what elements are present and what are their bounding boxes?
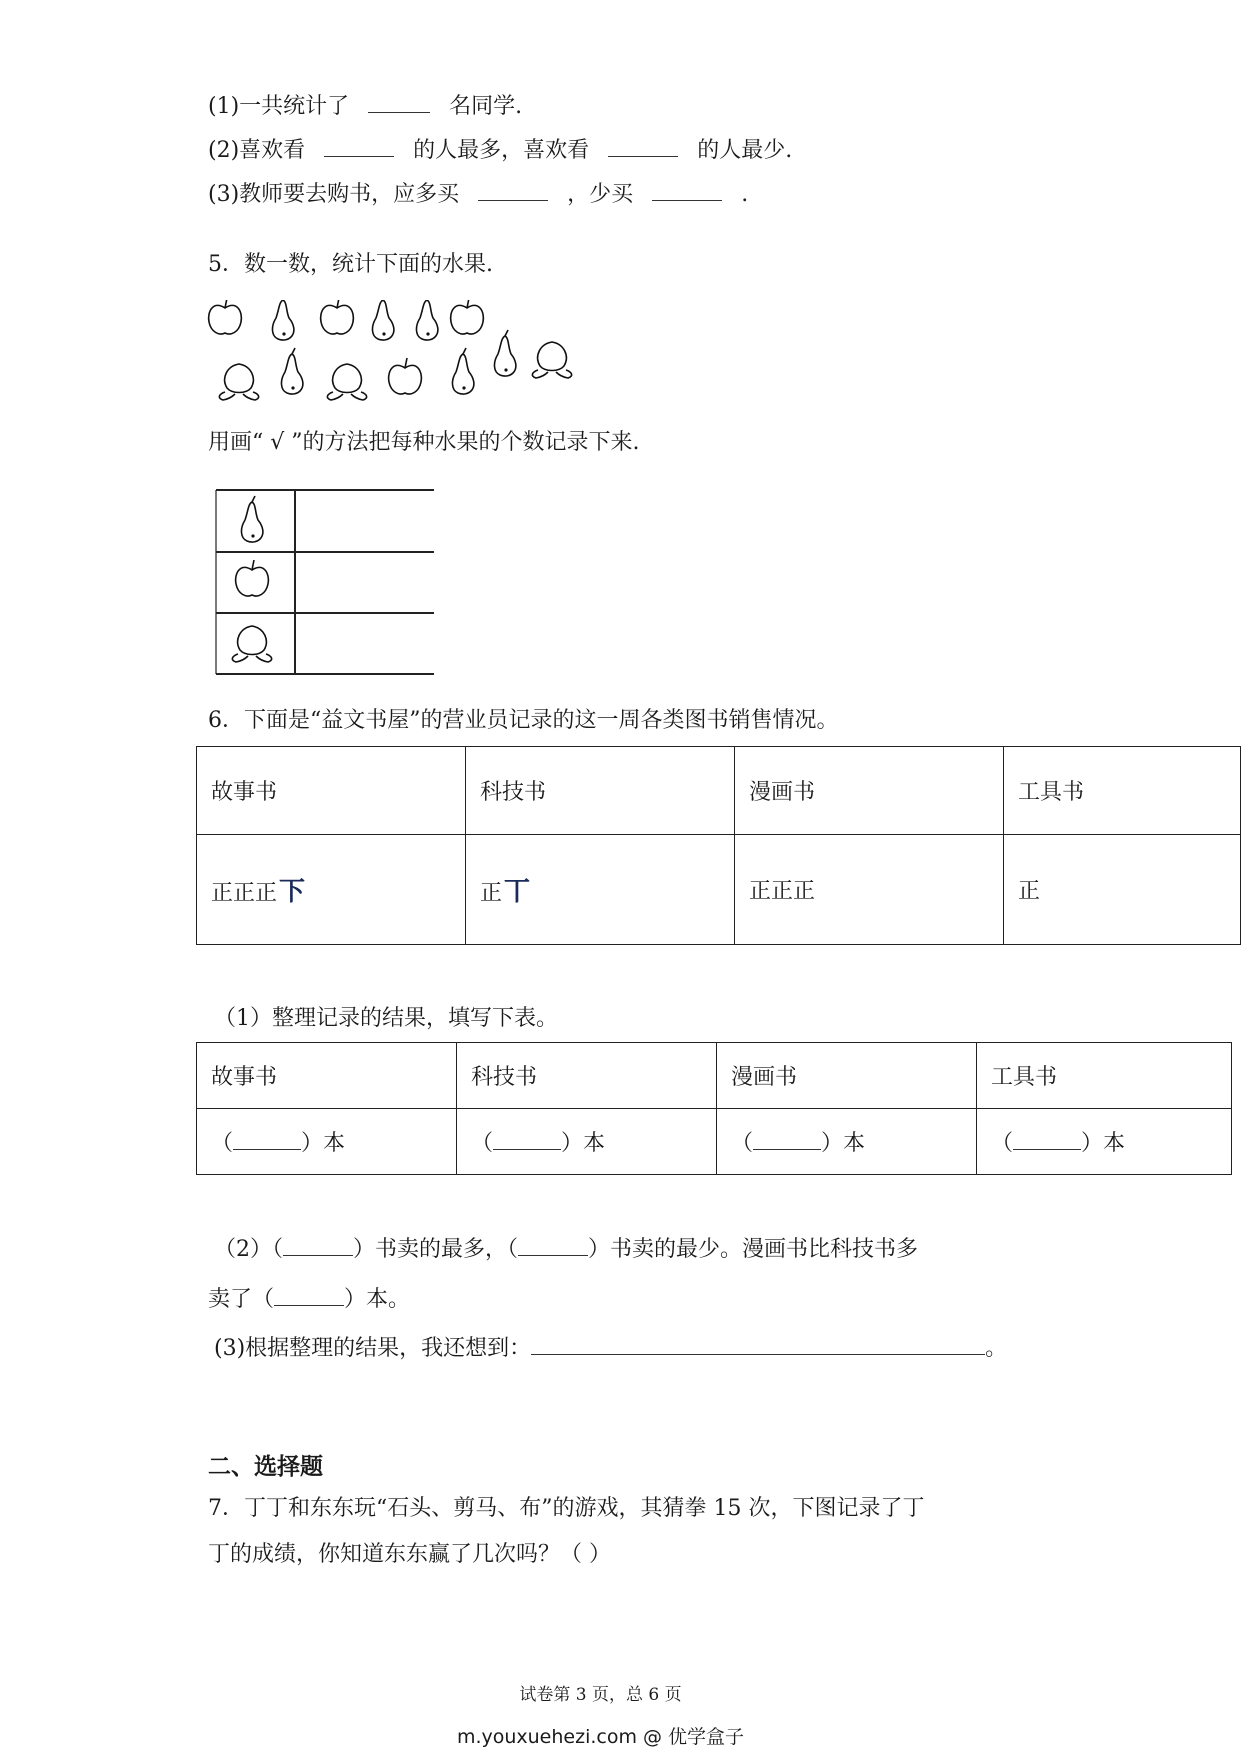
pear-icon bbox=[272, 300, 293, 340]
answer-blank[interactable] bbox=[753, 1127, 821, 1150]
q5-title: 5．数一数，统计下面的水果. bbox=[208, 252, 493, 277]
q6-sub2-text: ）本。 bbox=[344, 1287, 411, 1312]
tally-marks: 正正正 bbox=[211, 881, 278, 906]
answer-blank[interactable] bbox=[518, 1233, 588, 1256]
tally-partial: 下 bbox=[279, 877, 306, 907]
fill-header-cell: 科技书 bbox=[457, 1043, 717, 1109]
q5-instruction: 用画“ √ ”的方法把每种水果的个数记录下来. bbox=[208, 430, 640, 455]
pear-icon bbox=[494, 330, 515, 376]
answer-blank[interactable] bbox=[283, 1233, 353, 1256]
unit-label: ）本 bbox=[821, 1131, 866, 1156]
fill-answer-cell bbox=[457, 1109, 717, 1175]
peach-icon bbox=[327, 364, 366, 400]
site-footer: m.youxuehezi.com @ 优学盒子 bbox=[456, 1726, 745, 1748]
apple-icon bbox=[236, 560, 269, 596]
q6-sub2-text: ）书卖的最多，（ bbox=[353, 1237, 519, 1262]
apple-icon bbox=[321, 300, 354, 334]
record-tally-cell bbox=[197, 835, 466, 945]
q4-s2-prefix: (2)喜欢看 bbox=[208, 138, 306, 163]
q4-s3-middle: ，少买 bbox=[567, 182, 634, 207]
q4-line-2 bbox=[208, 134, 792, 166]
answer-blank[interactable] bbox=[478, 178, 548, 201]
paren-open: （ bbox=[471, 1131, 494, 1156]
paren-open: （ bbox=[211, 1131, 234, 1156]
pear-icon bbox=[452, 348, 473, 394]
answer-blank[interactable] bbox=[531, 1332, 985, 1355]
peach-icon bbox=[232, 626, 271, 662]
fill-header-cell: 漫画书 bbox=[717, 1043, 977, 1109]
q4-line-1 bbox=[208, 90, 522, 122]
q6-record-table bbox=[196, 746, 1241, 945]
q6-title: 6．下面是“益文书屋”的营业员记录的这一周各类图书销售情况。 bbox=[208, 708, 839, 733]
q4-s3-prefix: (3)教师要去购书，应多买 bbox=[208, 182, 460, 207]
q4-line-3 bbox=[208, 178, 748, 210]
answer-blank[interactable] bbox=[274, 1283, 344, 1306]
q4-s3-suffix: . bbox=[741, 182, 749, 207]
record-header-cell: 漫画书 bbox=[735, 747, 1004, 835]
unit-label: ）本 bbox=[301, 1131, 346, 1156]
tally-marks: 正 bbox=[480, 881, 503, 906]
answer-blank[interactable] bbox=[493, 1127, 561, 1150]
apple-icon bbox=[451, 300, 484, 334]
peach-icon bbox=[532, 342, 571, 378]
q6-sub2-line1 bbox=[214, 1233, 918, 1265]
q4-s1-suffix: 名同学. bbox=[449, 94, 523, 119]
pear-icon bbox=[372, 300, 393, 340]
pear-icon bbox=[281, 348, 302, 394]
answer-blank[interactable] bbox=[1013, 1127, 1081, 1150]
unit-label: ）本 bbox=[1081, 1131, 1126, 1156]
answer-blank[interactable] bbox=[368, 90, 430, 113]
record-header-cell: 科技书 bbox=[466, 747, 735, 835]
fill-header-cell: 工具书 bbox=[977, 1043, 1232, 1109]
pear-icon bbox=[416, 300, 437, 340]
q6-sub2-text: （2）（ bbox=[214, 1237, 283, 1262]
answer-blank[interactable] bbox=[324, 134, 394, 157]
answer-blank[interactable] bbox=[233, 1127, 301, 1150]
paren-open: （ bbox=[991, 1131, 1014, 1156]
q6-sub3 bbox=[214, 1332, 1007, 1364]
paren-open: （ bbox=[731, 1131, 754, 1156]
q7-line-1: 7．丁丁和东东玩“石头、剪马、布”的游戏，其猜拳 15 次，下图记录了丁 bbox=[208, 1496, 925, 1521]
tally-partial: 丅 bbox=[504, 877, 531, 907]
unit-label: ）本 bbox=[561, 1131, 606, 1156]
q4-s1-prefix: (1)一共统计了 bbox=[208, 94, 350, 119]
q6-sub3-suffix: 。 bbox=[985, 1336, 1008, 1361]
q6-sub2-text: ）书卖的最少。漫画书比科技书多 bbox=[588, 1237, 919, 1262]
record-header-cell: 故事书 bbox=[197, 747, 466, 835]
record-header-cell: 工具书 bbox=[1004, 747, 1241, 835]
q6-sub2-line2 bbox=[208, 1283, 410, 1315]
fruit-illustration bbox=[205, 300, 585, 410]
record-tally-cell: 正正正 bbox=[735, 835, 1004, 945]
page-number: 试卷第 3 页，总 6 页 bbox=[519, 1685, 682, 1705]
fill-answer-cell bbox=[197, 1109, 457, 1175]
section-title: 二、选择题 bbox=[208, 1454, 323, 1480]
record-tally-cell bbox=[466, 835, 735, 945]
peach-icon bbox=[219, 364, 258, 400]
q6-sub2-text: 卖了（ bbox=[208, 1287, 275, 1312]
fill-answer-cell bbox=[717, 1109, 977, 1175]
record-tally-cell: 正 bbox=[1004, 835, 1241, 945]
q4-s2-suffix: 的人最少. bbox=[697, 138, 793, 163]
answer-blank[interactable] bbox=[652, 178, 722, 201]
q6-fill-table bbox=[196, 1042, 1232, 1175]
answer-blank[interactable] bbox=[608, 134, 678, 157]
q4-s2-middle: 的人最多，喜欢看 bbox=[413, 138, 590, 163]
q5-tally-table bbox=[212, 486, 438, 678]
apple-icon bbox=[209, 300, 242, 334]
pear-icon bbox=[241, 496, 262, 542]
q6-sub1: （1）整理记录的结果，填写下表。 bbox=[214, 1006, 558, 1031]
apple-icon bbox=[389, 358, 422, 394]
fill-header-cell: 故事书 bbox=[197, 1043, 457, 1109]
q7-line-2: 丁的成绩，你知道东东赢了几次吗？（ ） bbox=[208, 1542, 611, 1567]
fill-answer-cell bbox=[977, 1109, 1232, 1175]
q6-sub3-prefix: (3)根据整理的结果，我还想到： bbox=[214, 1336, 532, 1361]
